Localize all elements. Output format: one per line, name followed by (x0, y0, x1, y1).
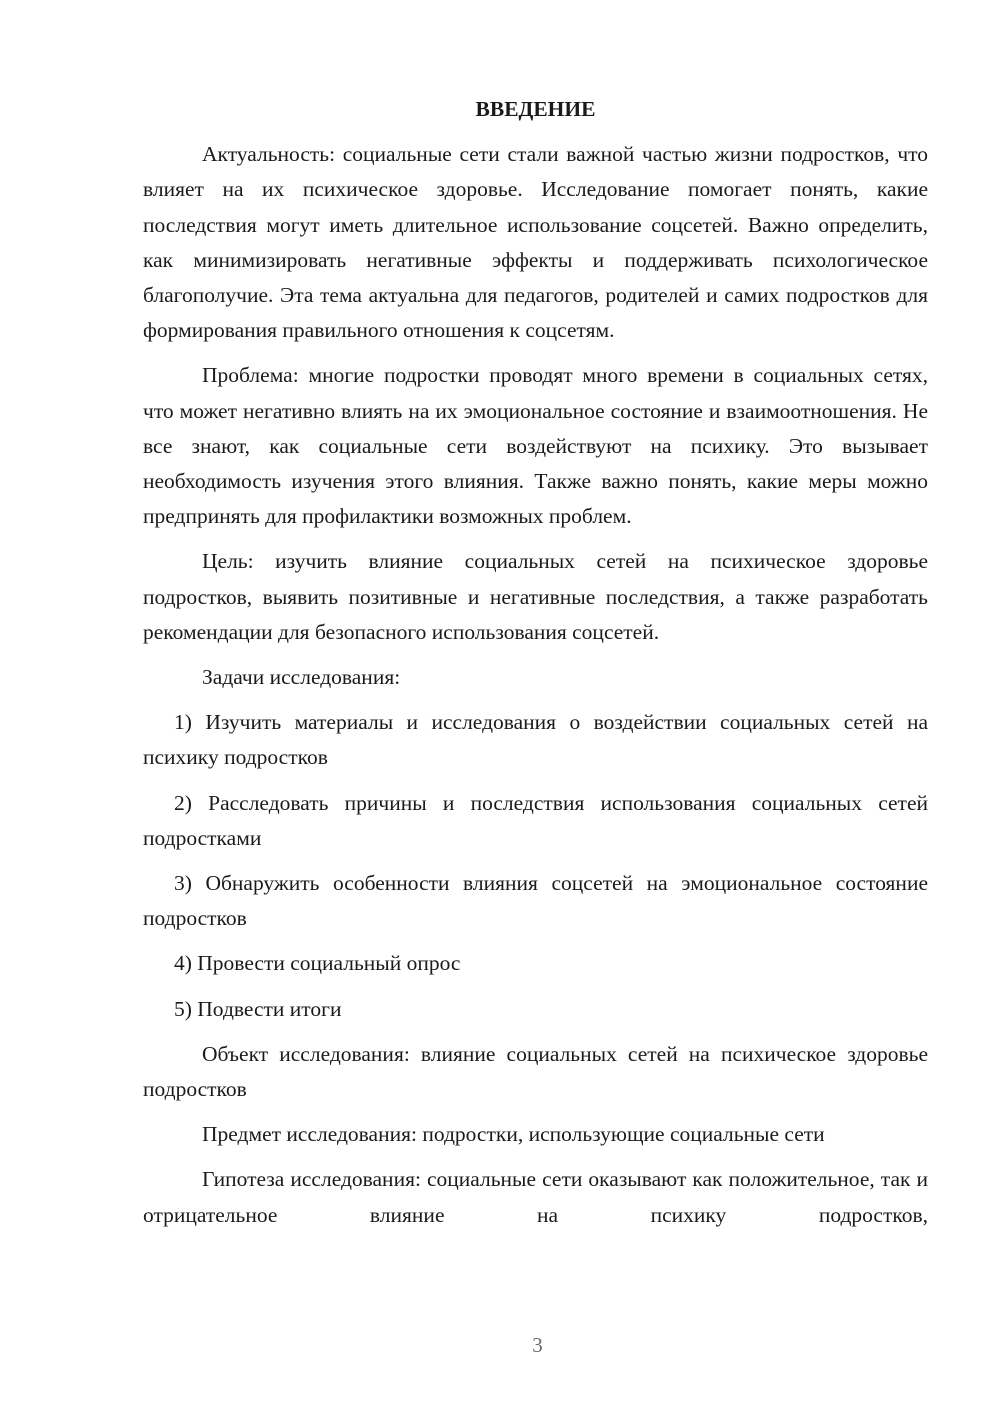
task-item-4: 4) Провести социальный опрос (174, 951, 461, 976)
page-number: 3 (532, 1333, 543, 1357)
task-item-5: 5) Подвести итоги (174, 996, 342, 1021)
task-item-1: 1) Изучить материалы и исследования о воздействии социальных сетей на психику подростков (143, 710, 928, 770)
paragraph-problem: Проблема: многие подростки проводят много времени в социальных сетях, что может негативно влиять на их эмоциональное состояние и взаимоотношения. Не все знают, как социальные сети воздействуют на психику. Это вызывает необходимость изучения этого влияния. Также важно понять, какие меры можно предпринять для профилактики возможных проблем. (143, 363, 928, 529)
paragraph-tasks-heading: Задачи исследования: (202, 665, 401, 690)
paragraph-goal: Цель: изучить влияние социальных сетей на психическое здоровье подростков, выявить позитивные и негативные последствия, а также разработать рекомендации для безопасного использования соцсетей. (143, 549, 928, 644)
task-item-2: 2) Расследовать причины и последствия использования социальных сетей подростками (143, 790, 928, 850)
paragraph-subject: Предмет исследования: подростки, использующие социальные сети (202, 1122, 825, 1147)
paragraph-relevance: Актуальность: социальные сети стали важной частью жизни подростков, что влияет на их психическое здоровье. Исследование помогает понять, какие последствия могут иметь длительное использование соцсетей. Важно определить, как минимизировать негативные эффекты и поддерживать психологическое благополучие. Эта тема актуальна для педагогов, родителей и самих подростков для формирования правильного отношения к соцсетям. (143, 142, 928, 343)
paragraph-hypothesis: Гипотеза исследования: социальные сети оказывают как положительное, так и отрицательное влияние на психику подростков, (143, 1167, 928, 1227)
page-heading: ВВЕДЕНИЕ (475, 97, 596, 121)
page-body (143, 92, 928, 1243)
task-item-3: 3) Обнаружить особенности влияния соцсетей на эмоциональное состояние подростков (143, 871, 928, 931)
paragraph-object: Объект исследования: влияние социальных сетей на психическое здоровье подростков (143, 1041, 928, 1102)
